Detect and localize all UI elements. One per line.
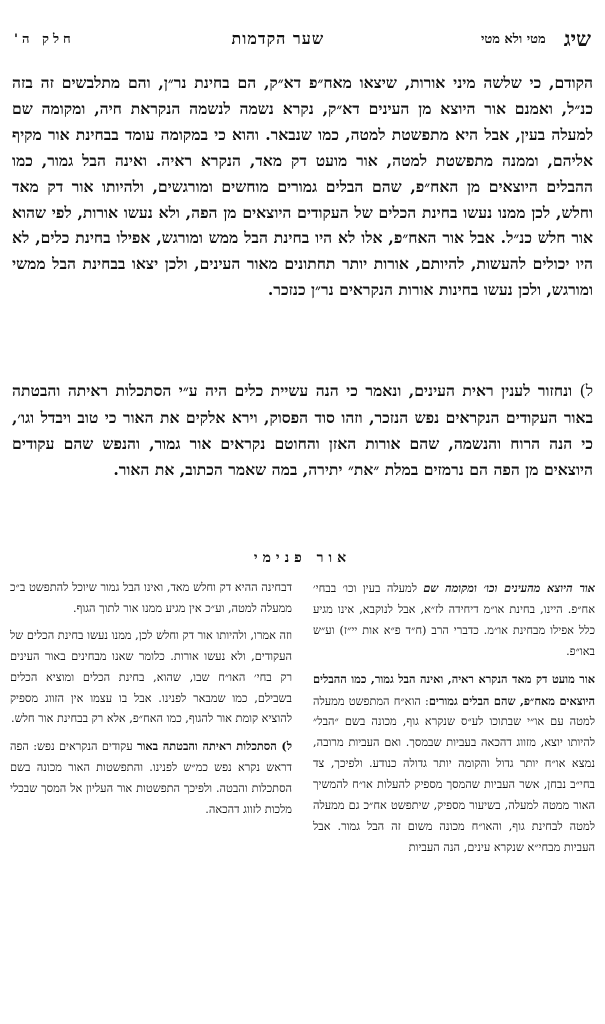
commentary-note	[10, 736, 292, 821]
header-title: שער הקדמות	[231, 29, 325, 48]
note-text: וזה אמרו, ולהיותו אור דק וחלש לכן, ממנו נעשו בחינת הכלים של העקודים, ולא נעשו אורות. כלומר שאנו מבחינים באור העינים רק בחי׳ האו״ח שבו, שהוא, בחינת הכלים ומוציא הכלים בשבילם, כמו שמבאר לפנינו. אבל בו עצמו אין הזווג מספיק להוציא קומת אור להגוף, כמו האח״פ, אלא רק בבחינת אור חלש.	[10, 628, 292, 726]
section-title: אור פנימי	[253, 550, 352, 566]
commentary-left-column	[10, 578, 292, 1018]
note-text: עקודים הנקראים נפש: הפה דראש נקרא נפש כמ״ש לפנינו. והתפשטות האור מכונה בשם הסתכלות והבטה. ולפיכך התפשטות אור העליון אל המסך שבכלי מלכות לזווג דהכאה.	[10, 740, 292, 817]
header-right-group	[481, 26, 591, 52]
commentary-right-column	[313, 578, 595, 1018]
commentary-columns	[10, 578, 595, 1018]
header-part: חלק ה'	[14, 32, 75, 47]
running-header	[14, 26, 591, 52]
main-paragraph-1: הקודם, כי שלשה מיני אורות, שיצאו מאח״פ דא״ק, הם בחינת נר״ן, והם מתלבשים זה בזה כנ״ל, ואמנם אור היוצא מן העינים דא״ק, נקרא נשמה לנשמה הנקראת חיה, ומקומה שם למעלה בעין, אבל היא מתפשטת למטה, כמו שנבאר. והוא כי במקומה עומד בבחינת אור מקיף אליהם, וממנה מתפשטת למטה, אור מועט דק מאד, הנקרא ראיה. ואינה הבל גמור, כמו ההבלים היוצאים מן האח״פ, שהם הבלים גמורים מוחשים ומורגשים, ולהיותו אור דק מאד וחלש, לכן ממנו נעשו בחינת הכלים של העקודים היוצאים מן הפה, ולא נעשו אורות, לפי שהוא אור חלש כנ״ל. אבל אור האח״פ, אלו לא היו בחינת הבל ממש ומורגש, אפילו בחינת כלים, לא היו יכולים להעשות, להיותם, אורות יותר תחתונים מאור העינים, ולכן יצאו בבחינת הבל ממשי ומורגש, ולכן נעשו בחינות אורות הנקראים נר״ן כנזכר.	[12, 73, 593, 300]
paragraph-marker: ל)	[579, 382, 593, 400]
commentary-note	[10, 578, 292, 620]
note-lead: אור היוצא מהעינים וכו׳ ומקומה שם	[423, 581, 595, 595]
commentary-note	[10, 626, 292, 731]
commentary-note	[313, 669, 595, 859]
note-text: : הוא״ח המתפשט ממעלה למטה עם או״י שבתוכו לע״ס שנקרא גוף, מכונה בשם ״הבל״ להיותו יוצא, מזווג דהכאה בעביות שבמסך. ואם העביות מרובה, נמצא או״ח יותר גדול והקומה יותר גדולה כנודע. ולפיכך, צד בחי״ב נבחן, אשר העביות שהמסך מספיק להעלות או״ח להמשיך האור ממטה למעלה, בשיעור מספיק, שיתפשט אח״כ גם ממעלה למטה לבחינת גוף, והאו״ח מכונה משום זה הבל גמור. אבל העביות מבחי״א שנקרא עינים, הנה העביות	[313, 694, 595, 854]
header-subtitle: מטי ולא מטי	[480, 32, 546, 47]
page-number: שיג	[563, 26, 591, 51]
commentary-note	[313, 578, 595, 663]
note-text: דבחינה ההיא דק וחלש מאד, ואינו הבל גמור שיוכל להתפשט ב״כ ממעלה למטה, וע״כ אין מגיע ממנו אור לתוך הגוף.	[10, 581, 292, 615]
note-text: למעלה בעין וכו׳ בבחי׳ אח״פ. היינו, בחינת או״מ דיחידה לז״א, אבל לנוקבא, אינו מגיע כלל אפילו מבחינת או״מ. כדברי הרב (ח״ד פ״א אות יי״ז) וע״ש באו״פ.	[313, 582, 595, 658]
note-lead: ל) הסתכלות ראיתה והבטתה באור	[136, 739, 292, 754]
main-paragraph-2	[12, 378, 593, 483]
main-paragraph-2-text: ונחזור לענין ראית העינים, ונאמר כי הנה עשיית כלים היה ע״י הסתכלות ראיתה והבטתה באור העקודים הנקראים נפש הנזכר, וזהו סוד הפסוק, וירא אלקים את האור כי טוב ויבדל וגו׳, כי הנה הרוח והנשמה, שהם אורות האזן והחוטם נקראים אור גמור, והנפש שהם עקודים היוצאים מן הפה הם נרמזים במלת ״את״ יתירה, במה שאמר הכתוב, את האור.	[12, 381, 593, 479]
note-lead: אור מועט דק מאד הנקרא ראיה, ואינה הבל גמור, כמו ההבלים היוצאים מאח״פ, שהם הבלים גמורים	[313, 671, 595, 708]
main-text	[12, 70, 593, 479]
